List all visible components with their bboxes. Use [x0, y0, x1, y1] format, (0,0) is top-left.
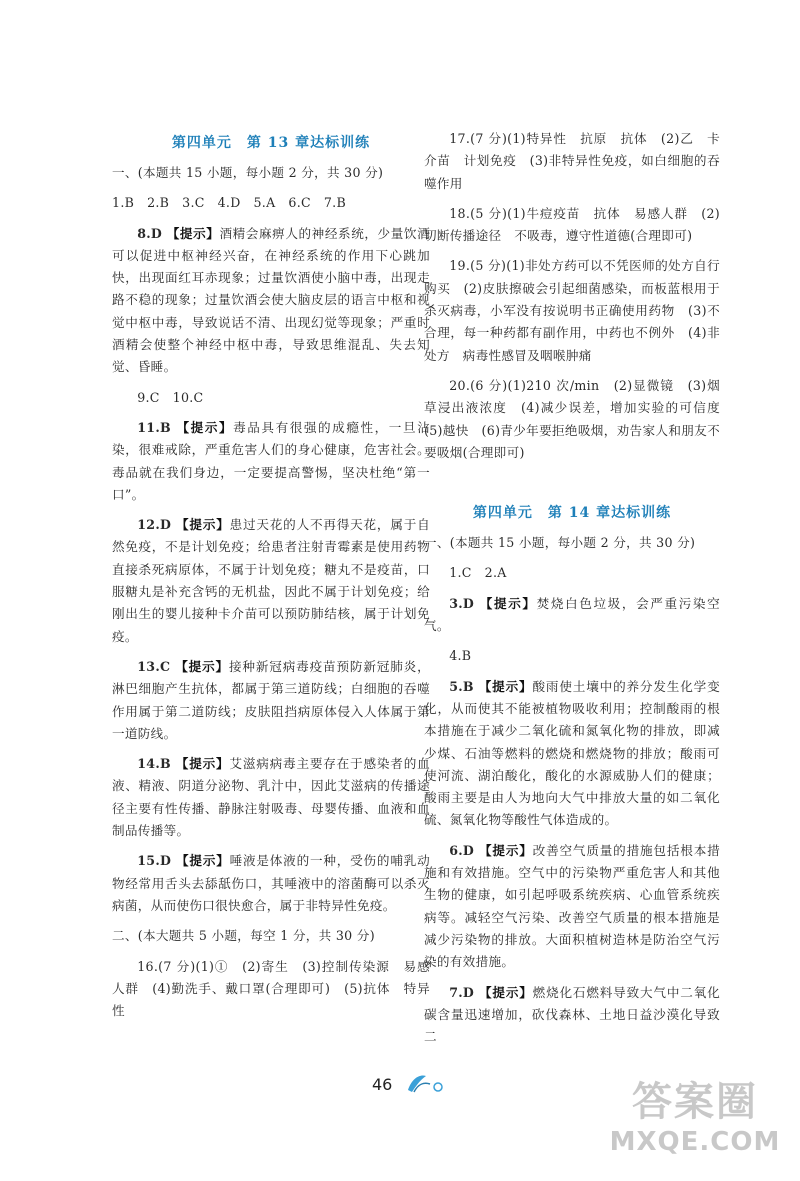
- hint-tag: 【提示】: [478, 678, 533, 694]
- answer-11-text: 毒品具有很强的成瘾性，一旦沾染，很难戒除，严重危害人们的身心健康，危害社会。毒品就在我们身边，一定要提高警惕，坚决杜绝“第一口”。: [112, 419, 430, 502]
- right-column: [424, 128, 733, 1056]
- answer-11-number: 11.B: [137, 419, 171, 435]
- watermark: [600, 1078, 790, 1178]
- answer-8: [112, 223, 430, 379]
- chapter-14-title: 第四单元 第 14 章达标训练: [472, 505, 672, 522]
- watermark-url: MXQE.COM: [609, 1127, 781, 1157]
- answer-18: 18.(5 分)(1)牛痘疫苗 抗体 易感人群 (2)切断传播途径 不吸毒，遵守性道德(合理即可): [424, 205, 720, 244]
- answer-5: [424, 676, 720, 832]
- hint-tag: 【提示】: [175, 756, 230, 772]
- answer-3: [424, 593, 720, 638]
- hint-tag: 【提示】: [175, 658, 229, 674]
- answers-1-2: 1.C 2.A: [449, 565, 507, 581]
- answer-14-text: 艾滋病病毒主要存在于感染者的血液、精液、阴道分泌物、乳汁中，因此艾滋病的传播途径主要有性传播、静脉注射吸毒、母婴传播、血液和血制品传播等。: [112, 756, 431, 839]
- answer-14-number: 14.B: [137, 756, 171, 772]
- hint-tag: 【提示】: [176, 517, 230, 533]
- hint-tag: 【提示】: [176, 853, 230, 869]
- answer-13-text: 接种新冠病毒疫苗预防新冠肺炎，淋巴细胞产生抗体，都属于第三道防线；白细胞的吞噬作用属于第二道防线；皮肤阻挡病原体侵入人体属于第一道防线。: [112, 658, 431, 741]
- answer-7: [424, 982, 720, 1049]
- left-column: [112, 128, 430, 1030]
- hint-tag: 【提示】: [478, 984, 533, 1000]
- page-number: 46: [372, 1075, 393, 1094]
- answer-3-text: 焚烧白色垃圾，会严重污染空气。: [424, 595, 721, 634]
- answer-11: [112, 417, 430, 506]
- answer-12-text: 患过天花的人不再得天花，属于自然免疫，不是计划免疫；给患者注射青霉素是使用药物直接杀死病原体，不属于计划免疫；糖丸不是疫苗，口服糖丸是补充含钙的无机盐，因此不属于计划免疫；给刚出生的婴儿接种卡介苗可以预防肺结核，属于计划免疫。: [112, 517, 431, 644]
- hint-tag: 【提示】: [166, 225, 220, 241]
- answers-9-10: 9.C 10.C: [137, 389, 204, 405]
- watermark-logo-text: 答案圈: [632, 1079, 758, 1125]
- answer-5-number: 5.B: [449, 678, 474, 694]
- answer-16: 16.(7 分)(1)① (2)寄生 (3)控制传染源 易感人群 (4)勤洗手、戴口罩(合理即可) (5)抗体 特异性: [112, 958, 430, 1019]
- answer-5-text: 酸雨使土壤中的养分发生化学变化，从而使其不能被植物吸收利用；控制酸雨的根本措施在于减少二氧化硫和氮氧化物的排放，即减少煤、石油等燃料的燃烧和燃烧物的排放；酸雨可使河流、湖泊酸化，酸化的水源威胁人们的健康；酸雨主要是由人为地向大气中排放大量的如二氧化硫、氮氧化物等酸性气体造成的。: [424, 678, 720, 828]
- answer-12-number: 12.D: [137, 517, 172, 533]
- chapter-13-title: 第四单元 第 13 章达标训练: [171, 135, 371, 151]
- answer-19: 19.(5 分)(1)非处方药可以不凭医师的处方自行购买 (2)皮肤擦破会引起细菌感染，而板蓝根用于杀灭病毒，小军没有按说明书正确使用药物 (3)不合理，每一种药都有副作用，中药也不例外 (4)非处方 病毒性感冒及咽喉肿痛: [424, 258, 720, 363]
- answer-8-text: 酒精会麻痹人的神经系统，少量饮酒可以促进中枢神经兴奋，在神经系统的作用下心跳加快，出现面红耳赤现象；过量饮酒使小脑中毒，出现走路不稳的现象；过量饮酒会使大脑皮层的语言中枢和视觉中枢中毒，导致说话不清、出现幻觉等现象；严重时酒精会使整个神经中枢中毒，导致思维混乱、失去知觉、昏睡。: [112, 225, 430, 375]
- leaf-decoration-icon: [404, 1070, 450, 1096]
- answer-13-number: 13.C: [137, 658, 171, 674]
- answer-7-text: 燃烧化石燃料导致大气中二氧化碳含量迅速增加，砍伐森林、土地日益沙漠化导致二: [424, 984, 721, 1045]
- answer-20: 20.(6 分)(1)210 次/min (2)显微镜 (3)烟草浸出液浓度 (4)减少误差，增加实验的可信度 (5)越快 (6)青少年要拒绝吸烟，劝告家人和朋友不要吸烟(合理即可): [424, 377, 733, 460]
- hint-tag: 【提示】: [478, 842, 533, 858]
- answer-6: [424, 840, 720, 974]
- hint-tag: 【提示】: [176, 419, 234, 435]
- answer-15-number: 15.D: [137, 853, 172, 869]
- section-spacer: [424, 472, 720, 498]
- section-1-header-ch14: 一、(本题共 15 小题，每小题 2 分，共 30 分): [424, 535, 696, 551]
- answers-1-7: 1.B 2.B 3.C 4.D 5.A 6.C 7.B: [112, 195, 347, 211]
- answer-15: [112, 850, 430, 917]
- answer-3-number: 3.D: [449, 595, 475, 611]
- answer-7-number: 7.D: [449, 984, 475, 1000]
- answer-14: [112, 753, 430, 842]
- section-2-header: 二、(本大题共 5 小题，每空 1 分，共 30 分): [112, 928, 375, 944]
- answer-13: [112, 656, 430, 745]
- answer-4: 4.B: [449, 648, 472, 664]
- answer-15-text: 唾液是体液的一种，受伤的哺乳动物经常用舌头去舔舐伤口，其唾液中的溶菌酶可以杀灭病菌，从而使伤口很快愈合，属于非特异性免疫。: [112, 853, 431, 913]
- answer-17: 17.(7 分)(1)特异性 抗原 抗体 (2)乙 卡介苗 计划免疫 (3)非特异性免疫，如白细胞的吞噬作用: [424, 131, 720, 191]
- answer-12: [112, 514, 430, 648]
- hint-tag: 【提示】: [479, 595, 537, 611]
- section-1-header: 一、(本题共 15 小题，每小题 2 分，共 30 分): [112, 165, 384, 180]
- answer-8-number: 8.D: [137, 225, 163, 241]
- answer-6-number: 6.D: [449, 842, 475, 858]
- answer-6-text: 改善空气质量的措施包括根本措施和有效措施。空气中的污染物严重危害人和其他生物的健康，如引起呼吸系统疾病、心血管系统疾病等。减轻空气污染、改善空气质量的根本措施是减少污染物的排放。大面积植树造林是防治空气污染的有效措施。: [424, 842, 721, 970]
